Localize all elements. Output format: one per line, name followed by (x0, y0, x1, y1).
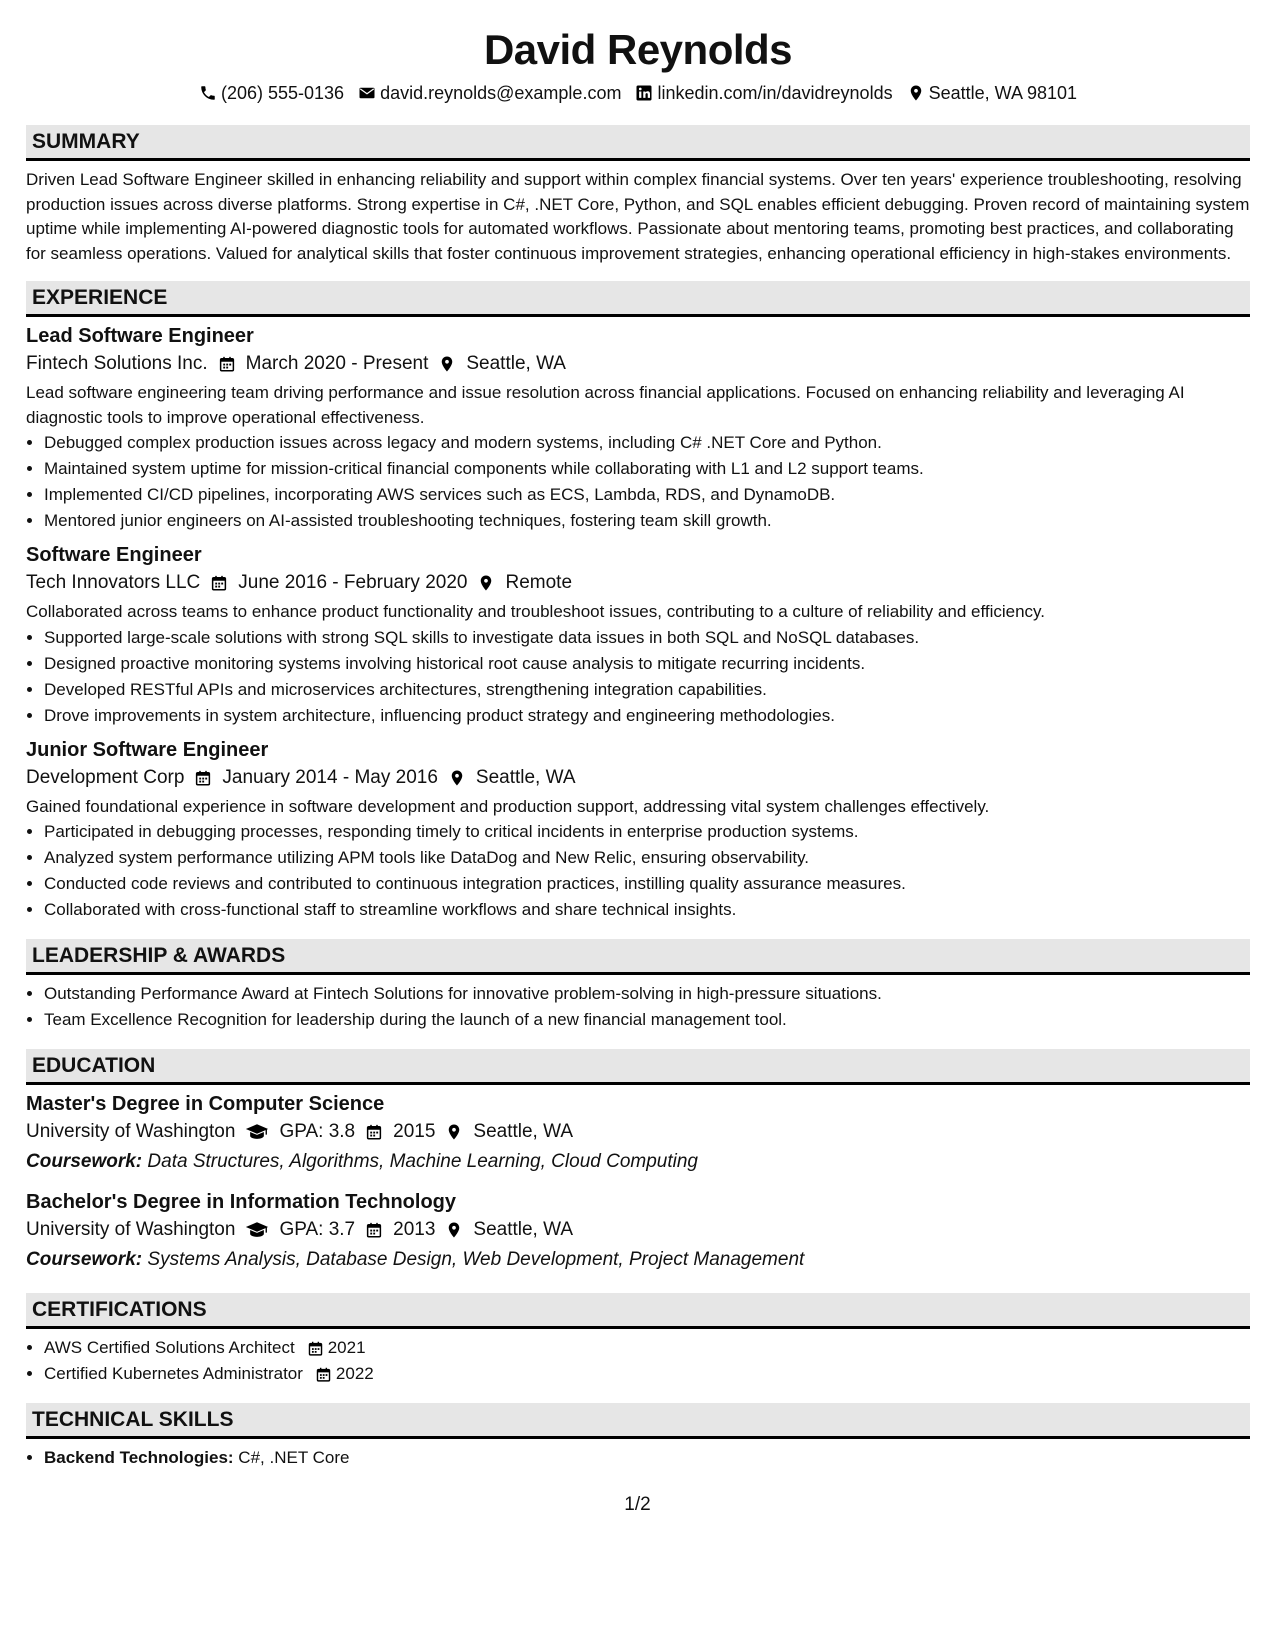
company-name: Tech Innovators LLC (26, 572, 201, 593)
degree-title: Master's Degree in Computer Science (26, 1093, 385, 1115)
leadership-list (26, 981, 1250, 1033)
job-description: Gained foundational experience in software development and production support, addressing vital system challenges effectively. (26, 796, 990, 816)
degree-title: Bachelor's Degree in Information Technology (26, 1191, 457, 1213)
list-item: • Designed proactive monitoring systems involving historical root cause analysis to mitigate recurring incidents. (44, 651, 1250, 677)
education-entry (26, 1189, 1250, 1275)
coursework-text: Data Structures, Algorithms, Machine Learning, Cloud Computing (147, 1151, 698, 1172)
certification-year: 2022 (335, 1364, 374, 1383)
graduation-cap-icon (245, 1123, 269, 1141)
list-item (44, 1361, 1250, 1387)
coursework (26, 1245, 1250, 1275)
calendar-icon (365, 1123, 383, 1141)
contact-linkedin[interactable] (635, 83, 892, 104)
email-text: david.reynolds@example.com (380, 82, 622, 103)
coursework-label: Coursework: (26, 1151, 143, 1172)
certification-year: 2021 (327, 1338, 366, 1357)
job-entry (26, 323, 1250, 534)
calendar-icon (210, 574, 228, 592)
list-item: • Team Excellence Recognition for leadership during the launch of a new financial management tool. (44, 1007, 1250, 1033)
school-location: Seattle, WA (473, 1219, 574, 1240)
list-item: • Maintained system uptime for mission-critical financial components while collaborating with L1 and L2 support teams. (44, 456, 1250, 482)
coursework-label: Coursework: (26, 1249, 143, 1270)
job-dates: January 2014 - May 2016 (222, 766, 438, 788)
education-meta (26, 1215, 1250, 1245)
experience-header: EXPERIENCE (26, 281, 1250, 317)
phone-text: (206) 555-0136 (220, 82, 345, 103)
page-number: 1/2 (624, 1494, 651, 1515)
job-location: Seattle, WA (466, 353, 566, 374)
list-item: • Participated in debugging processes, responding timely to critical incidents in enterprise production systems. (44, 819, 1250, 845)
education-entry (26, 1091, 1250, 1177)
resume-page (26, 0, 1250, 1471)
job-entry (26, 542, 1250, 729)
graduation-cap-icon (245, 1221, 269, 1239)
certification-name: • AWS Certified Solutions Architect (44, 1338, 295, 1357)
list-item: • Supported large-scale solutions with strong SQL skills to investigate data issues in both SQL and NoSQL databases. (44, 625, 1250, 651)
graduation-year: 2013 (393, 1219, 436, 1240)
envelope-icon (358, 84, 376, 102)
education-meta (26, 1117, 1250, 1147)
graduation-year: 2015 (393, 1121, 436, 1142)
job-bullets (26, 430, 1250, 534)
list-item: • Outstanding Performance Award at Fintech Solutions for innovative problem-solving in high-pressure situations. (44, 981, 1250, 1007)
list-item: • Analyzed system performance utilizing APM tools like DataDog and New Relic, ensuring observability. (44, 845, 1250, 871)
calendar-icon (315, 1366, 332, 1383)
job-location: Seattle, WA (475, 766, 576, 788)
list-item: • Debugged complex production issues across legacy and modern systems, including C# .NET Core and Python. (44, 430, 1250, 456)
list-item: • Mentored junior engineers on AI-assisted troubleshooting techniques, fostering team skill growth. (44, 508, 1250, 534)
calendar-icon (365, 1221, 383, 1239)
phone-icon (199, 84, 217, 102)
list-item: • Drove improvements in system architecture, influencing product strategy and engineering methodologies. (44, 703, 1250, 729)
job-location: Remote (505, 572, 573, 593)
summary-text: Driven Lead Software Engineer skilled in enhancing reliability and support within complex financial systems. Over ten years' experience troubleshooting, resolving production issues across diverse platforms. Strong expertise in C#, .NET Core, Python, and SQL enables efficient debugging. Proven record of maintaining system uptime while implementing AI-powered diagnostic tools for automated workflows. Passionate about mentoring teams, promoting best practices, and collaborating for seamless operations. Valued for analytical skills that foster continuous improvement strategies, enhancing operational efficiency in high-stakes environments. (26, 170, 1250, 263)
list-item: • Collaborated with cross-functional staff to streamline workflows and share technical insights. (44, 897, 1250, 923)
job-bullets (26, 819, 1250, 923)
list-item: • Developed RESTful APIs and microservices architectures, strengthening integration capabilities. (44, 677, 1250, 703)
company-name: Fintech Solutions Inc. (26, 353, 208, 374)
certifications-list (26, 1335, 1250, 1387)
map-pin-icon (448, 769, 466, 787)
map-pin-icon (445, 1221, 463, 1239)
contact-email[interactable] (358, 83, 621, 104)
linkedin-text: linkedin.com/in/davidreynolds (657, 82, 893, 103)
job-meta (26, 568, 1250, 598)
job-entry (26, 737, 1250, 924)
job-dates: March 2020 - Present (245, 353, 429, 374)
job-description: Lead software engineering team driving performance and issue resolution across financial applications. Focused on enhancing reliability and leveraging AI diagnostic tools to improve operational effectiveness. (26, 383, 1185, 427)
gpa-text: GPA: 3.7 (279, 1219, 356, 1240)
map-pin-icon (438, 355, 456, 373)
contact-location (907, 83, 1077, 104)
calendar-icon (194, 769, 212, 787)
linkedin-icon (635, 84, 653, 102)
gpa-text: GPA: 3.8 (279, 1121, 356, 1142)
summary-header: SUMMARY (26, 125, 1250, 161)
certification-name: • Certified Kubernetes Administrator (44, 1364, 303, 1383)
job-dates: June 2016 - February 2020 (238, 572, 468, 593)
calendar-icon (218, 355, 236, 373)
job-title: Software Engineer (26, 544, 202, 566)
calendar-icon (307, 1340, 324, 1357)
coursework-text: Systems Analysis, Database Design, Web Development, Project Management (147, 1249, 805, 1270)
job-title: Lead Software Engineer (26, 325, 254, 347)
job-meta (26, 349, 1250, 379)
education-header: EDUCATION (26, 1049, 1250, 1085)
map-pin-icon (477, 574, 495, 592)
list-item: • Implemented CI/CD pipelines, incorporating AWS services such as ECS, Lambda, RDS, and DynamoDB. (44, 482, 1250, 508)
coursework (26, 1147, 1250, 1177)
map-pin-icon (907, 84, 925, 102)
company-name: Development Corp (26, 766, 185, 788)
location-text: Seattle, WA 98101 (928, 82, 1078, 103)
skills-list (26, 1445, 1250, 1471)
school-location: Seattle, WA (473, 1121, 574, 1142)
job-title: Junior Software Engineer (26, 738, 269, 761)
candidate-name: David Reynolds (483, 26, 793, 73)
list-item (44, 1335, 1250, 1361)
job-bullets (26, 625, 1250, 729)
skill-value: C#, .NET Core (238, 1448, 350, 1467)
school-name: University of Washington (26, 1219, 236, 1240)
skill-label: Backend Technologies: (44, 1448, 234, 1467)
list-item: • Conducted code reviews and contributed to continuous integration practices, instilling quality assurance measures. (44, 871, 1250, 897)
job-meta (26, 763, 1250, 793)
list-item (44, 1445, 1250, 1471)
map-pin-icon (445, 1123, 463, 1141)
job-description: Collaborated across teams to enhance product functionality and troubleshoot issues, contributing to a culture of reliability and efficiency. (26, 602, 1046, 621)
school-name: University of Washington (26, 1121, 236, 1142)
contact-phone[interactable] (199, 83, 344, 104)
contact-bar (26, 80, 1250, 106)
leadership-header: LEADERSHIP & AWARDS (26, 939, 1250, 975)
certifications-header: CERTIFICATIONS (26, 1293, 1250, 1329)
skills-header: TECHNICAL SKILLS (26, 1403, 1250, 1439)
